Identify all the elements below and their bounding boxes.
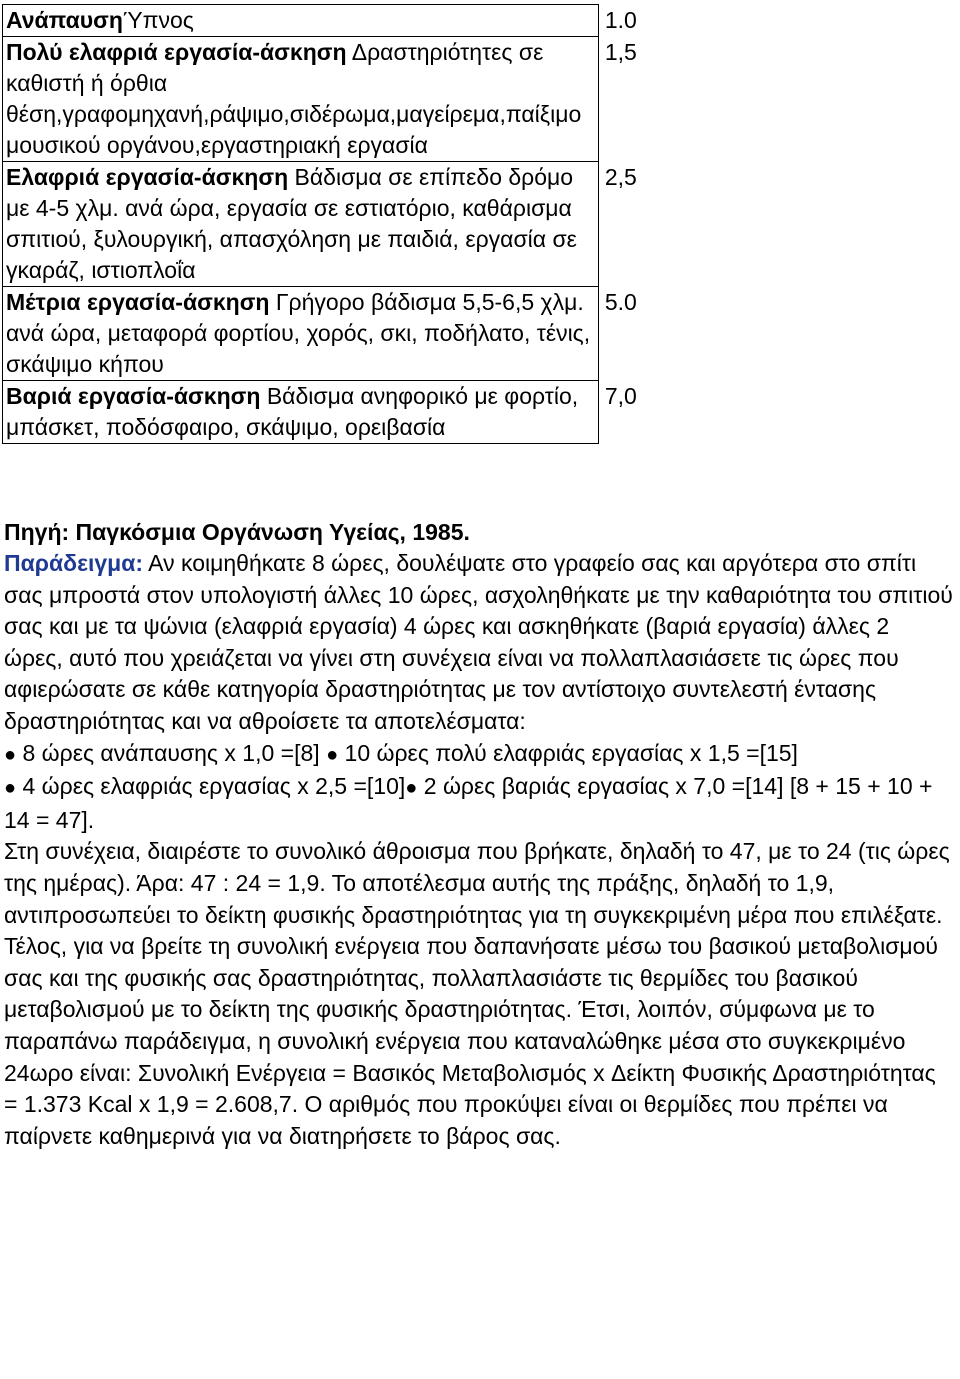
table-row <box>3 162 656 287</box>
calc-item-light: 4 ώρες ελαφριάς εργασίας x 2,5 =[10] <box>16 773 406 800</box>
table-cell-description <box>3 381 599 444</box>
category-label: Βαριά εργασία-άσκηση <box>6 383 261 409</box>
table-row <box>3 287 656 381</box>
example-section <box>4 548 954 1152</box>
table-cell-description <box>3 287 599 381</box>
table-row <box>3 37 656 162</box>
intensity-factor: 7,0 <box>604 382 637 409</box>
bullet-icon: ● <box>405 777 418 800</box>
intensity-factor: 2,5 <box>604 163 637 190</box>
activity-description: Βάδισμα ανηφορικό με φορτίο, μπάσκετ, ποδόσφαιρο, σκάψιμο, ορειβασία <box>6 383 579 440</box>
bullet-line-2 <box>4 771 954 836</box>
activity-table <box>2 4 656 444</box>
table-row <box>3 5 656 37</box>
source-citation: Πηγή: Παγκόσμια Οργάνωση Υγείας, 1985. <box>4 519 470 545</box>
table-row <box>3 381 656 444</box>
bullet-icon: ● <box>326 743 339 766</box>
table-cell-description <box>3 5 599 37</box>
calc-item-rest: 8 ώρες ανάπαυσης x 1,0 =[8] <box>16 739 327 766</box>
example-intro-text: Αν κοιμηθήκατε 8 ώρες, δουλέψατε στο γραφείο σας και αργότερα στο σπίτι σας μπροστά στον υπολογιστή άλλες 10 ώρες, ασχοληθήκατε με την καθαριότητα του σπιτιού σας και με τα ψώνια (ελαφριά εργασία) 4 ώρες και ασκηθήκατε (βαριά εργασία) άλλες 2 ώρες, αυτό που χρειάζεται να γίνει στη συνέχεια είναι να πολλαπλασιάσετε τις ώρες που αφιερώσατε σε κάθε κατηγορία δραστηριότητας με τον αντίστοιχο συντελεστή έντασης δραστηριότητας και να αθροίσετε τα αποτελέσματα: <box>4 550 953 734</box>
table-cell-description <box>3 37 599 162</box>
bullet-icon: ● <box>4 743 17 766</box>
bullet-line-1 <box>4 738 954 772</box>
division-paragraph: Στη συνέχεια, διαιρέστε το συνολικό άθροισμα που βρήκατε, δηλαδή το 47, με το 24 (τις ώρες της ημέρας). Άρα: 47 : 24 = 1,9. Το αποτέλεσμα αυτής της πράξης, δηλαδή το 1,9, αντιπροσωπεύει το δείκτη φυσικής δραστηριότητας για τη συγκεκριμένη μέρα που επιλέξατε. Τέλος, για να βρείτε τη συνολική ενέργεια που δαπανήσατε μέσω του βασικού μεταβολισμού σας και της φυσικής σας δραστηριότητας, πολλαπλασιάστε τις θερμίδες του βασικού μεταβολισμού με το δείκτη της φυσικής δραστηριότητας. Έτσι, λοιπόν, σύμφωνα με το παραπάνω παράδειγμα, η συνολική ενέργεια που καταναλώθηκε μέσα στο συγκεκριμένο 24ωρο είναι: Συνολική Ενέργεια = Βασικός Μεταβολισμός x Δείκτη Φυσικής Δραστηριότητας = 1.373 Kcal x 1,9 = 2.608,7. Ο αριθμός που προκύψει είναι οι θερμίδες που πρέπει να παίρνετε καθημερινά για να διατηρήσετε το βάρος σας. <box>4 838 950 1149</box>
intensity-factor: 5.0 <box>604 288 637 315</box>
activity-description: Δραστηριότητες σε καθιστή ή όρθια θέση,γραφομηχανή,ράψιμο,σιδέρωμα,μαγείρεμα,παίξιμο μουσικού οργάνου,εργαστηριακή εργασία <box>6 39 582 158</box>
example-intro-paragraph <box>4 548 954 738</box>
activity-description: Γρήγορο βάδισμα 5,5-6,5 χλμ. ανά ώρα, μεταφορά φορτίου, χορός, σκι, ποδήλατο, τένις, σκάψιμο κήπου <box>6 289 591 377</box>
category-label: Ανάπαυση <box>6 7 123 33</box>
intensity-factor: 1,5 <box>604 38 637 65</box>
calc-item-very-light: 10 ώρες πολύ ελαφριάς εργασίας x 1,5 =[15] <box>338 739 798 766</box>
intensity-factor: 1.0 <box>604 6 637 33</box>
bullet-icon: ● <box>4 777 17 800</box>
activity-description: Ύπνος <box>122 7 194 33</box>
category-label: Μέτρια εργασία-άσκηση <box>6 289 270 315</box>
calc-item-heavy: 2 ώρες βαριάς εργασίας x 7,0 =[14] [8 + 15 + 10 + 14 = 47]. <box>4 773 933 833</box>
table-cell-description <box>3 162 599 287</box>
category-label: Πολύ ελαφριά εργασία-άσκηση <box>6 39 347 65</box>
example-label: Παράδειγμα: <box>4 550 144 576</box>
activity-description: Βάδισμα σε επίπεδο δρόμο με 4-5 χλμ. ανά ώρα, εργασία σε εστιατόριο, καθάρισμα σπιτιού, ξυλουργική, απασχόληση με παιδιά, εργασία σε γκαράζ, ιστιοπλοΐα <box>6 164 577 283</box>
category-label: Ελαφριά εργασία-άσκηση <box>6 164 289 190</box>
